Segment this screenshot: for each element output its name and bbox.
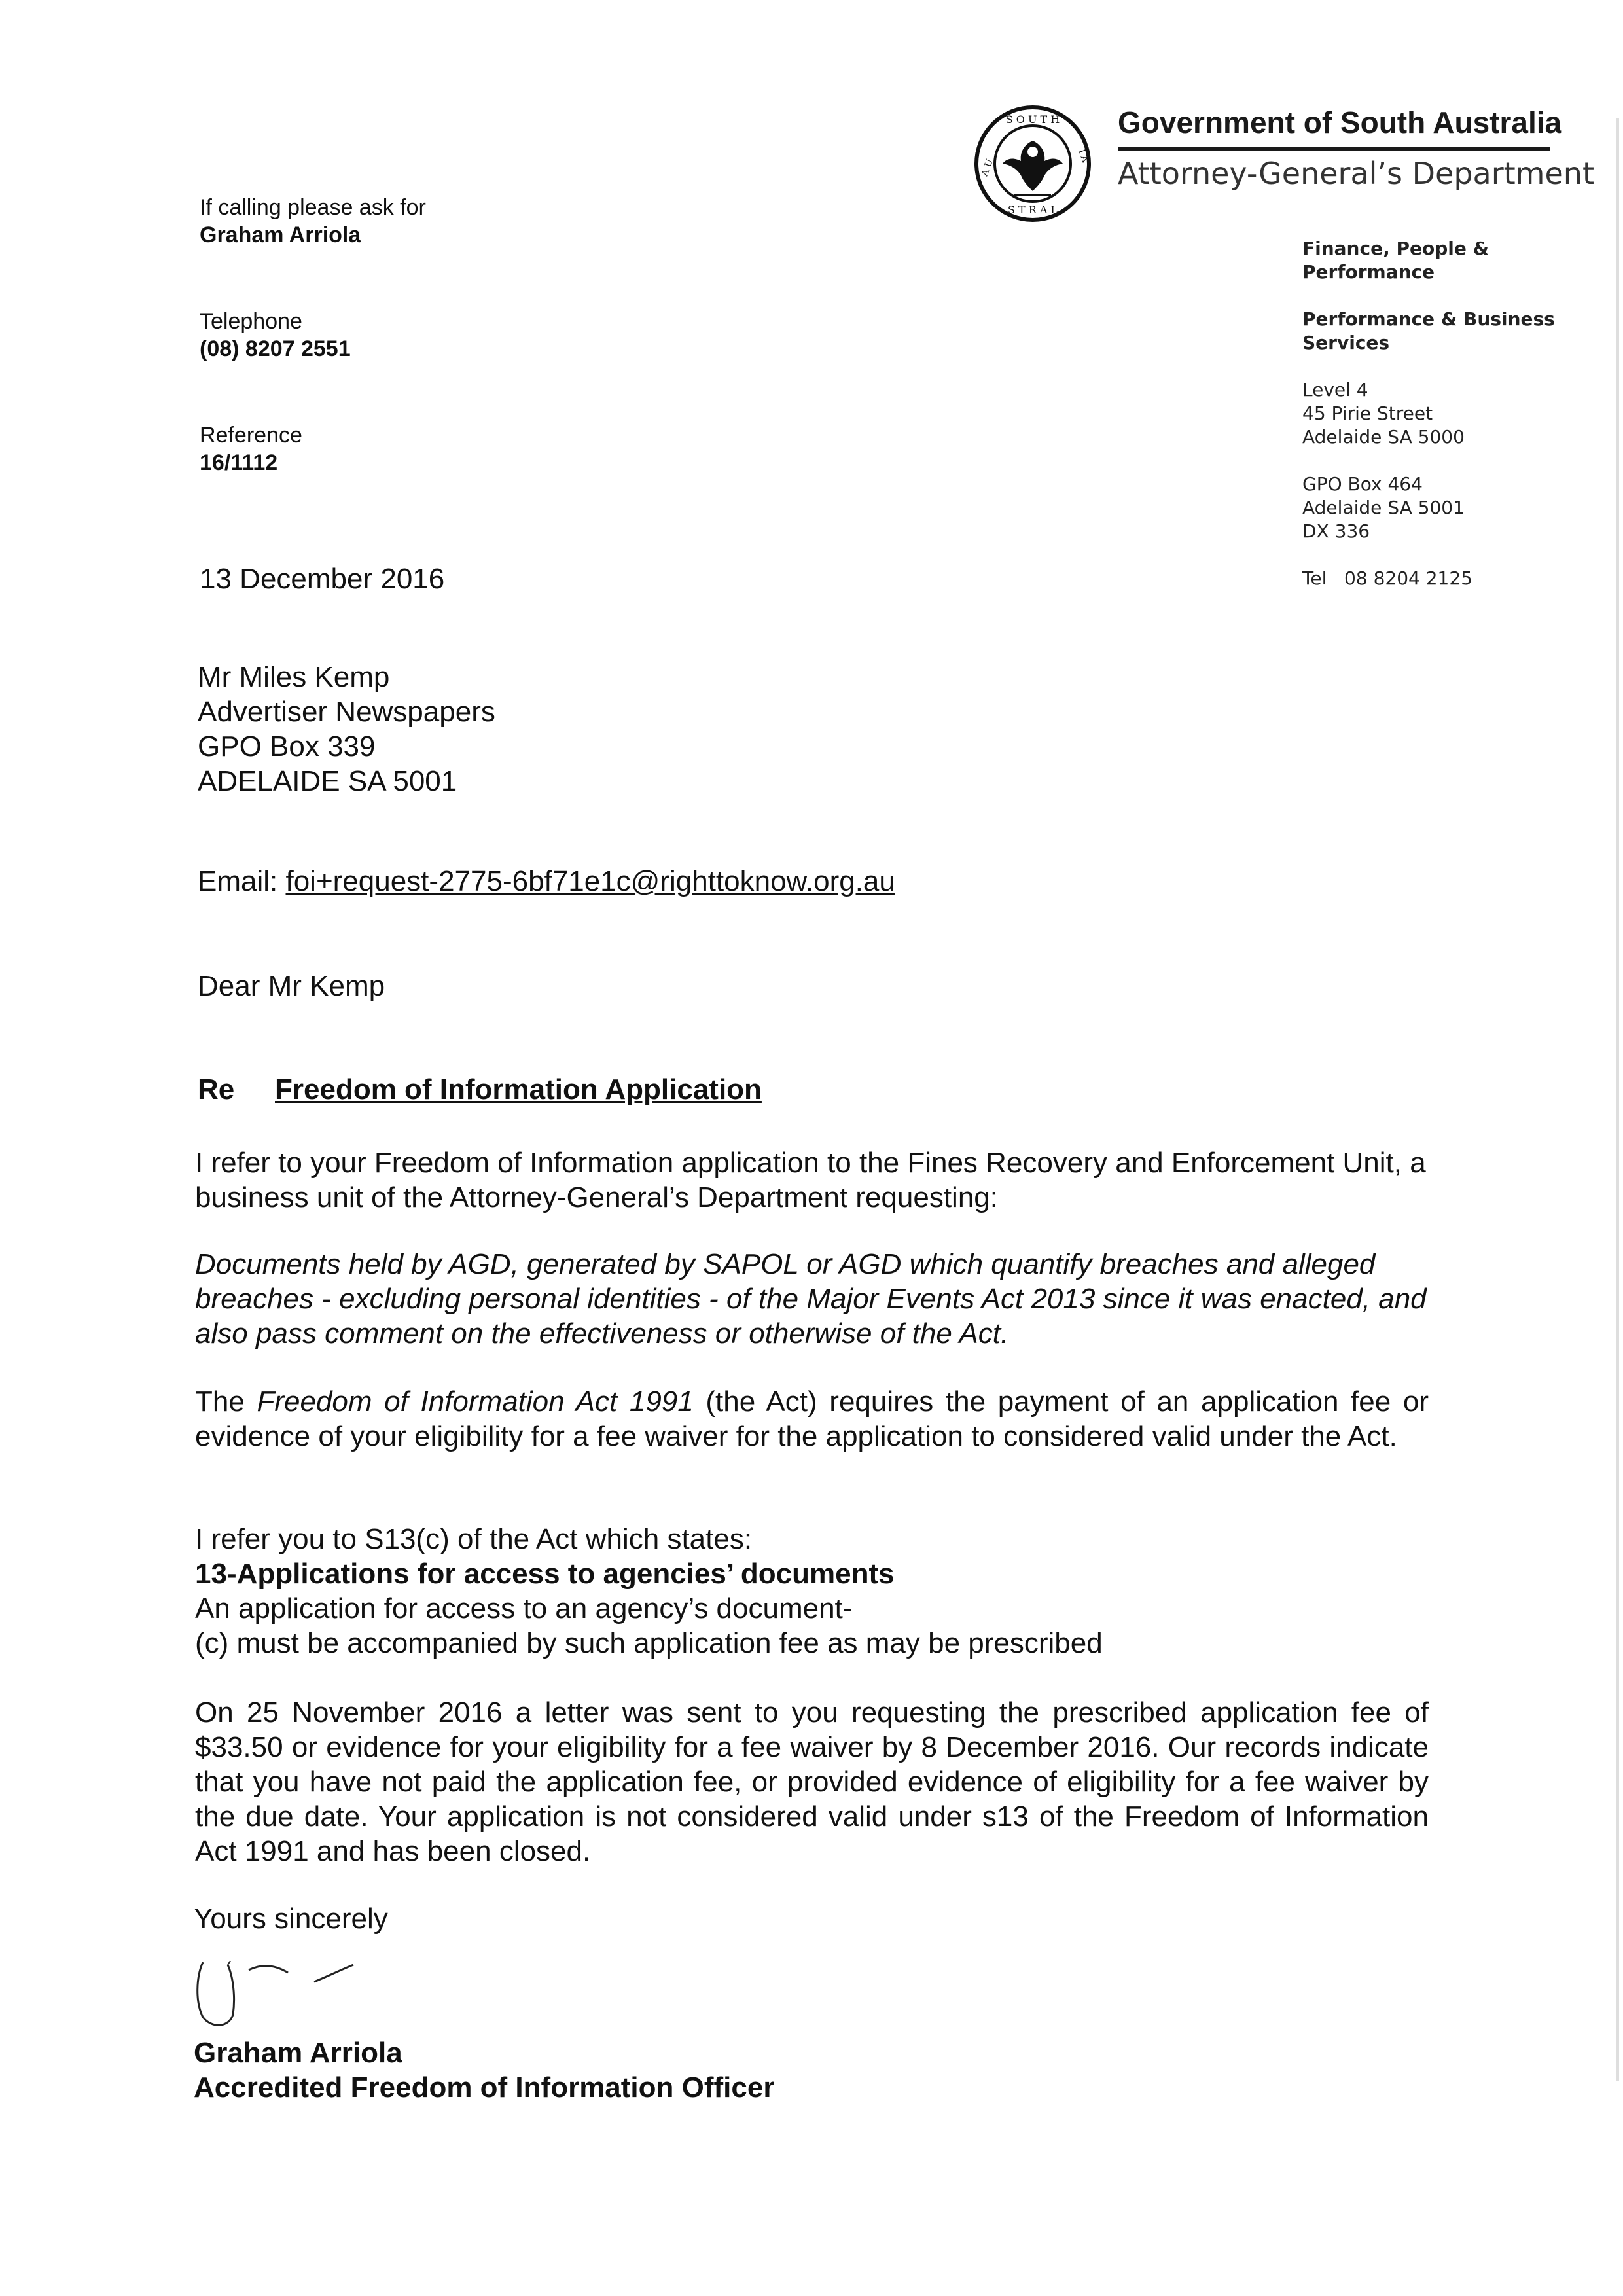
section-intro: I refer you to S13(c) of the Act which states:: [195, 1523, 753, 1555]
department-telephone: Tel 08 8204 2125: [1302, 567, 1472, 589]
recipient-address-line: ADELAIDE SA 5001: [198, 765, 457, 797]
letterhead-rule: [1118, 147, 1550, 151]
paragraph-request-reference: I refer to your Freedom of Information application to the Fines Recovery and Enforcement Unit, a business unit of the Attorney-General’s Department requesting:: [195, 1147, 1426, 1213]
recipient-address: [198, 660, 495, 798]
street-address: [1302, 378, 1623, 449]
act-title: Freedom of Information Act 1991: [257, 1386, 694, 1418]
closing: Yours sincerely: [194, 1903, 388, 1935]
contact-group: [200, 194, 426, 249]
sub-unit-name: Performance & Business Services: [1302, 308, 1555, 353]
svg-text:S T R A L: S T R A L: [1007, 204, 1058, 216]
recipient-address-line: GPO Box 339: [198, 730, 376, 762]
section-clause: (c) must be accompanied by such application fee as may be prescribed: [195, 1627, 1103, 1659]
reference-block: [200, 194, 426, 535]
address-line: DX 336: [1302, 520, 1370, 542]
recipient-name: Mr Miles Kemp: [198, 661, 390, 693]
subject-title: Freedom of Information Application: [275, 1073, 762, 1105]
svg-text:A U: A U: [979, 158, 995, 178]
letter-date: 13 December 2016: [200, 563, 445, 595]
unit-name: Finance, People & Performance: [1302, 238, 1489, 283]
calling-label: If calling please ask for: [200, 195, 426, 220]
postal-address: [1302, 473, 1623, 543]
section-heading: 13-Applications for access to agencies’ documents: [195, 1558, 895, 1590]
reference-group: [200, 422, 426, 476]
paragraph-request-quote: Documents held by AGD, generated by SAPOL or AGD which quantify breaches and alleged breaches - excluding personal identities - of the Major Events Act 2013 since it was enacted, and also pass comment on the effectiveness or otherwise of the Act.: [195, 1248, 1427, 1350]
telephone-value: (08) 8207 2551: [200, 336, 351, 361]
signatory-block: [194, 2036, 774, 2105]
reference-value: 16/1112: [200, 450, 278, 475]
south-australia-crest-icon: [974, 105, 1092, 223]
paragraph-outcome: On 25 November 2016 a letter was sent to you requesting the prescribed application fee of $33.50 or evidence for your eligibility for a fee waiver by 8 December 2016. Our records indicate that you have not paid the application fee, or provided evidence of eligibility for a fee waiver by the due date. Your application is not considered valid under s13 of the Freedom of Information Act 1991 and has been closed.: [195, 1696, 1429, 1867]
svg-text:S O U T H: S O U T H: [1005, 113, 1060, 126]
paragraph-section-quote: [195, 1522, 1429, 1660]
svg-text:I A: I A: [1076, 147, 1091, 164]
address-line: 45 Pirie Street: [1302, 403, 1433, 424]
address-line: Adelaide SA 5001: [1302, 497, 1465, 518]
email-label: Email:: [198, 865, 286, 897]
government-title: Government of South Australia: [1118, 105, 1562, 139]
signatory-name: Graham Arriola: [194, 2037, 402, 2069]
address-line: GPO Box 464: [1302, 473, 1423, 495]
subject-line: [198, 1073, 762, 1106]
calling-name: Graham Arriola: [200, 223, 361, 247]
section-text: An application for access to an agency’s document-: [195, 1592, 853, 1624]
address-line: Adelaide SA 5000: [1302, 426, 1465, 448]
text-run: (the Act) requires the payment of an application fee or evidence of your eligibility for a fee waiver for the application to considered valid under the Act.: [195, 1386, 1429, 1452]
email-line: [198, 864, 895, 899]
handwritten-signature: [190, 1950, 373, 2036]
address-line: Level 4: [1302, 379, 1368, 401]
reference-label: Reference: [200, 423, 302, 448]
department-details: [1302, 237, 1623, 614]
telephone-group: [200, 308, 426, 363]
text-run: The: [195, 1386, 257, 1418]
recipient-organisation: Advertiser Newspapers: [198, 696, 495, 728]
telephone-label: Telephone: [200, 309, 302, 334]
paragraph-fee-requirement: [195, 1384, 1429, 1454]
subject-label: Re: [198, 1073, 235, 1105]
signatory-title: Accredited Freedom of Information Officer: [194, 2072, 775, 2104]
email-link[interactable]: foi+request-2775-6bf71e1c@righttoknow.org.au: [285, 865, 895, 897]
department-title: Attorney-General’s Department: [1118, 156, 1594, 191]
salutation: Dear Mr Kemp: [198, 970, 385, 1002]
